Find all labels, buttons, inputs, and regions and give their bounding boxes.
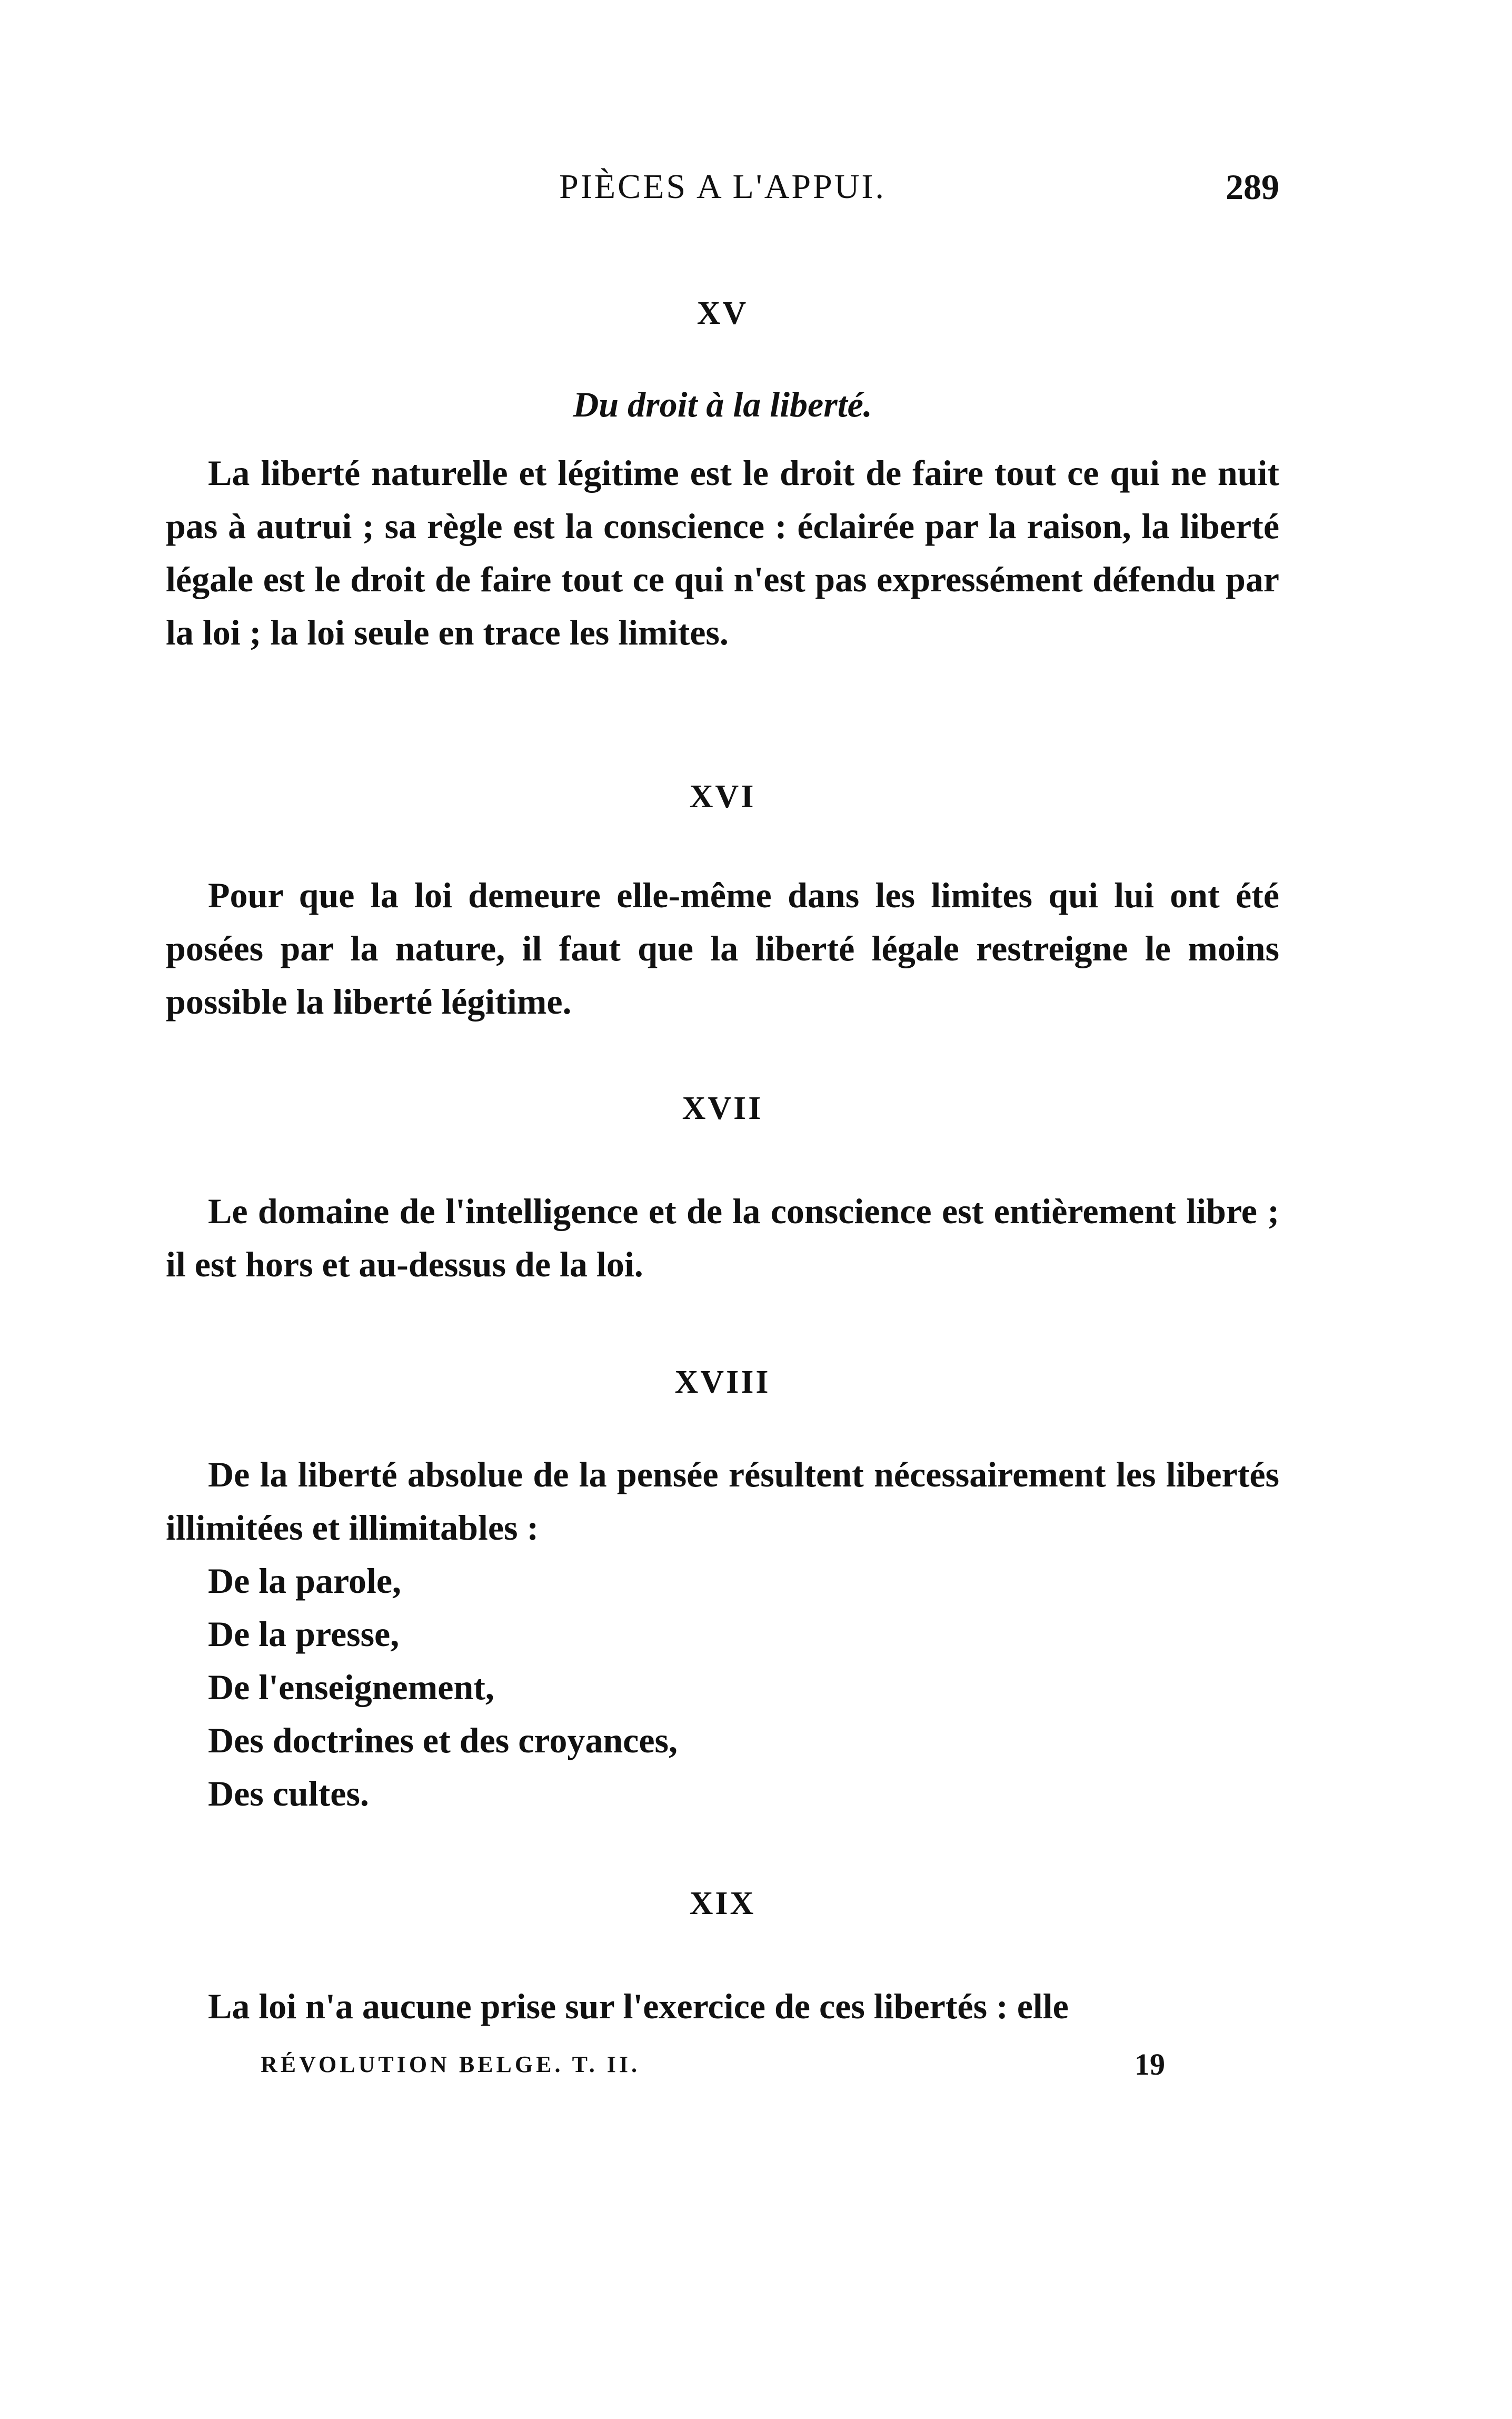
running-head — [166, 158, 1279, 216]
section-paragraph-xvi: Pour que la loi demeure elle-même dans les limites qui lui ont été posées par la nature, il faut que la liberté légale restreigne le moins possible la liberté légitime. — [166, 875, 1279, 1022]
section-paragraph-xv: La liberté naturelle et légitime est le droit de faire tout ce qui ne nuit pas à autrui ; sa règle est la conscience : éclairée par la raison, la liberté légale est le droit de faire tout ce qui n'est pas expressément défendu par la loi ; la loi seule en trace les limites. — [166, 453, 1279, 652]
section-paragraph-xix: La loi n'a aucune prise sur l'exercice de ces libertés : elle — [208, 1986, 1069, 2026]
section-number-xv: XV — [697, 295, 749, 331]
section-number-xix: XIX — [689, 1886, 756, 1921]
page-number: 289 — [1226, 167, 1279, 207]
list-item: Des cultes. — [208, 1773, 369, 1813]
signature-mark: RÉVOLUTION BELGE. T. II. — [261, 2051, 640, 2077]
running-title: PIÈCES A L'APPUI. — [559, 167, 886, 206]
list-item: De la presse, — [208, 1614, 400, 1654]
freedoms-list — [208, 1554, 678, 1820]
section-paragraph-xvii: Le domaine de l'intelligence et de la conscience est entièrement libre ; il est hors et au-dessus de la loi. — [166, 1191, 1279, 1284]
section-number-xviii: XVIII — [674, 1364, 771, 1400]
section-title-xv: Du droit à la liberté. — [573, 384, 872, 424]
signature-line — [166, 2041, 1279, 2088]
list-item: De la parole, — [208, 1561, 402, 1601]
list-item: De l'enseignement, — [208, 1667, 494, 1707]
section-paragraph-xviii: De la liberté absolue de la pensée résultent nécessairement les libertés illimitées et illimitables : — [166, 1454, 1279, 1548]
signature-number: 19 — [1135, 2047, 1165, 2081]
section-number-xvii: XVII — [682, 1090, 763, 1126]
list-item: Des doctrines et des croyances, — [208, 1720, 678, 1760]
section-number-xvi: XVI — [689, 779, 756, 815]
